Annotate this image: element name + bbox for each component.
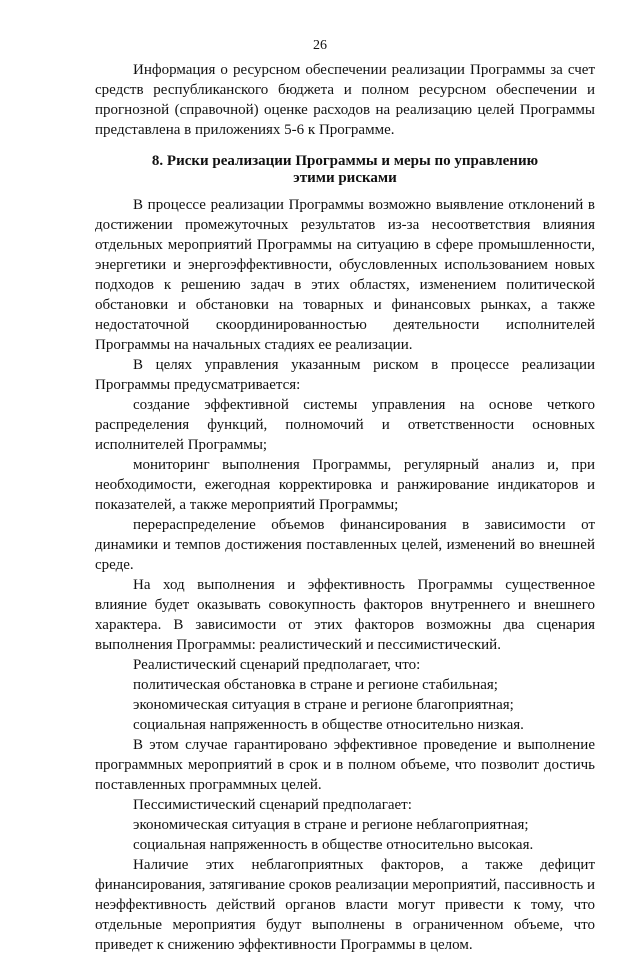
paragraph: Пессимистический сценарий предполагает: [133,797,412,813]
list-item: социальная напряженность в обществе относительно низкая. [133,717,524,733]
paragraph: Наличие этих неблагоприятных факторов, а также дефицит финансирования, затягивание сроков реализации мероприятий, пассивность и неэффективность действий органов власти могут привести к тому, что отдельные мероприятия будут выполнены в ограниченном объеме, что приведет к снижению эффективности Программы в целом. [95,857,595,953]
list-item: создание эффективной системы управления на основе четкого распределения функций, полномочий и ответственности основных исполнителей Программы; [95,397,595,453]
paragraph: В этом случае гарантировано эффективное проведение и выполнение программных мероприятий в срок и в полном объеме, что позволит достичь поставленных программных целей. [95,737,595,793]
list-item: политическая обстановка в стране и регионе стабильная; [133,677,498,693]
section-heading-line-2: этими рисками [293,170,397,186]
section-heading-line-1: 8. Риски реализации Программы и меры по управлению [151,153,539,169]
paragraph: В процессе реализации Программы возможно выявление отклонений в достижении промежуточных результатов из-за несоответствия влияния отдельных мероприятий Программы на ситуацию в сфере промышленности, энергетики и энергоэффективности, обусловленных использованием новых подходов к решению задач в этих областях, изменением политической обстановки и обстановки на товарных и финансовых рынках, а также недостаточной скоординированностью деятельности исполнителей Программы на начальных стадиях ее реализации. [95,197,595,353]
document-body [95,60,595,955]
paragraph: Реалистический сценарий предполагает, что: [133,657,421,673]
paragraph: В целях управления указанным риском в процессе реализации Программы предусматривается: [95,357,595,393]
list-item: экономическая ситуация в стране и регионе благоприятная; [133,697,514,713]
list-item: экономическая ситуация в стране и регионе неблагоприятная; [133,817,529,833]
paragraph: На ход выполнения и эффективность Программы существенное влияние будет оказывать совокупность факторов внутреннего и внешнего характера. В зависимости от этих факторов возможны два сценария выполнения Программы: реалистический и пессимистический. [95,577,595,653]
list-item: социальная напряженность в обществе относительно высокая. [133,837,534,853]
paragraph-resource-info: Информация о ресурсном обеспечении реализации Программы за счет средств республиканского бюджета и полном ресурсном обеспечении и прогнозной (справочной) оценке расходов на реализацию целей Программы представлена в приложениях 5-6 к Программе. [95,62,595,138]
section-heading [95,153,595,187]
page-number: 26 [313,38,327,53]
list-item: мониторинг выполнения Программы, регулярный анализ и, при необходимости, ежегодная корректировка и ранжирование индикаторов и показателей, а также мероприятий Программы; [95,457,595,513]
list-item: перераспределение объемов финансирования в зависимости от динамики и темпов достижения поставленных целей, изменений во внешней среде. [95,517,595,573]
